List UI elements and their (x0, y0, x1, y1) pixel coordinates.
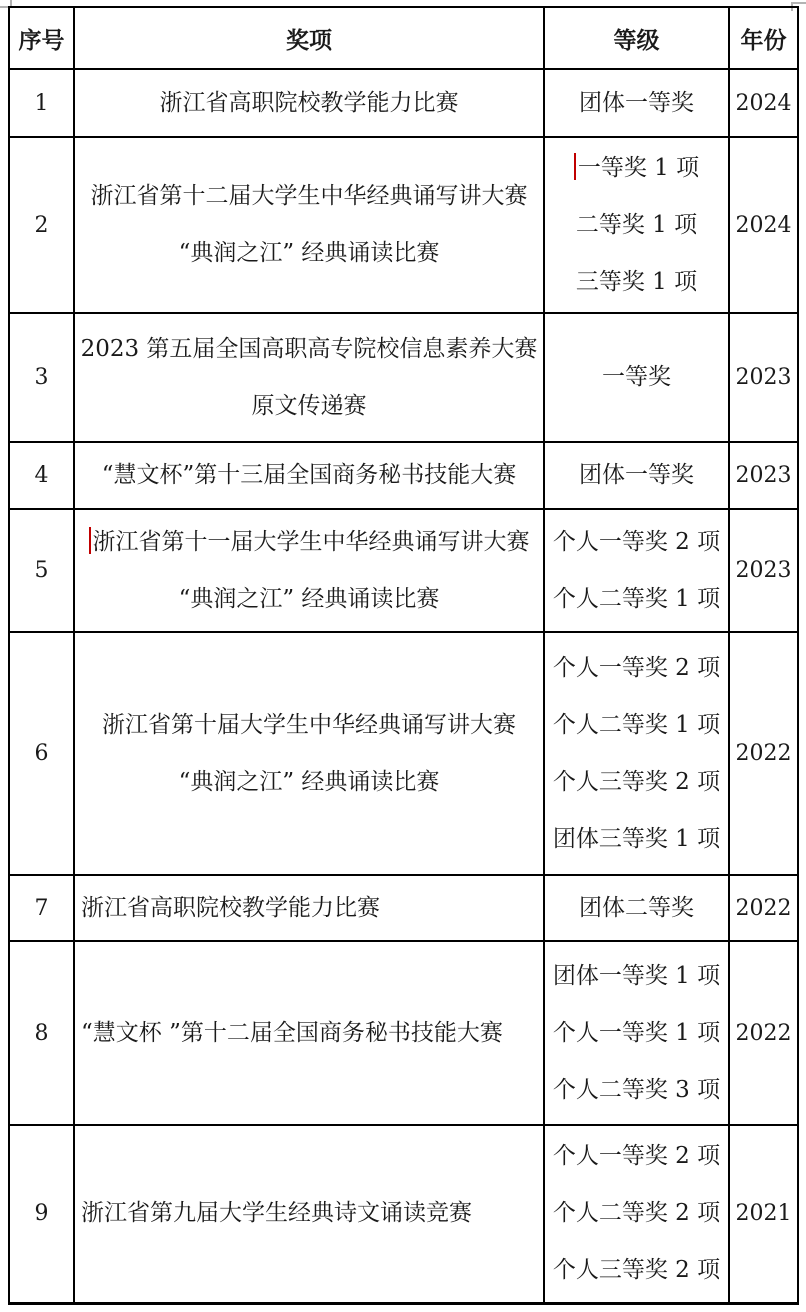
table-row (9, 137, 798, 313)
award-level-cell[interactable] (544, 509, 729, 632)
year-cell-line (730, 75, 797, 132)
year-cell-line (730, 349, 797, 406)
award-level-cell-line (545, 447, 728, 504)
row-index-cell-line (10, 197, 73, 254)
award-name-cell-line (75, 754, 543, 811)
revision-mark (574, 153, 576, 180)
award-name-cell-lines (75, 321, 543, 435)
award-level-cell[interactable] (544, 313, 729, 442)
award-name-cell[interactable] (74, 1125, 544, 1303)
year-cell[interactable] (729, 509, 798, 632)
award-level-cell[interactable] (544, 137, 729, 313)
award-name-cell-text: “典润之江” 经典诵读比赛 (178, 240, 440, 266)
year-cell-line (730, 542, 797, 599)
year-cell[interactable] (729, 1125, 798, 1303)
award-level-cell-line (545, 640, 728, 697)
award-level-cell[interactable] (544, 941, 729, 1125)
award-level-cell-line (545, 811, 728, 868)
award-name-cell[interactable] (74, 509, 544, 632)
year-cell-lines (730, 1185, 797, 1242)
year-cell-line (730, 725, 797, 782)
award-name-cell-text: 浙江省第十届大学生中华经典诵写讲大赛 (102, 711, 516, 738)
award-level-cell-line (545, 1185, 728, 1242)
row-index-cell-lines (10, 197, 73, 254)
row-index-cell[interactable] (9, 442, 74, 509)
award-name-cell-line (75, 225, 543, 282)
award-level-cell-line (545, 75, 728, 132)
award-name-cell-line (75, 1005, 543, 1062)
year-cell-lines (730, 75, 797, 132)
award-level-cell-lines (545, 880, 728, 937)
award-level-cell-line (545, 1005, 728, 1062)
award-level-cell-lines (545, 948, 728, 1119)
row-index-cell-text: 4 (34, 463, 49, 488)
award-level-cell-text: 团体三等奖 1 项 (552, 825, 721, 852)
awards-table (8, 6, 799, 1305)
award-level-cell-text: 个人一等奖 2 项 (552, 528, 721, 555)
row-index-cell[interactable] (9, 509, 74, 632)
award-name-cell-line (75, 75, 543, 132)
award-name-cell-text: 2023 第五届全国高职高专院校信息素养大赛 (80, 335, 538, 362)
row-index-cell[interactable] (9, 875, 74, 941)
award-name-cell-lines (75, 880, 543, 937)
award-level-cell-line (545, 1242, 728, 1299)
col-header-award[interactable]: 奖项 (74, 7, 544, 69)
row-index-cell-line (10, 725, 73, 782)
year-cell-text: 2024 (735, 90, 792, 116)
award-name-cell-line (75, 447, 543, 504)
award-level-cell[interactable] (544, 69, 729, 137)
row-index-cell[interactable] (9, 1125, 74, 1303)
year-cell[interactable] (729, 941, 798, 1125)
award-level-cell-lines (545, 349, 728, 406)
year-cell-text: 2021 (735, 1201, 792, 1227)
row-index-cell-text: 1 (34, 90, 49, 116)
year-cell-text: 2022 (735, 1020, 792, 1046)
award-name-cell-lines (75, 697, 543, 811)
award-name-cell-line (75, 321, 543, 378)
col-header-level[interactable]: 等级 (544, 7, 729, 69)
award-level-cell-text: 一等奖 1 项 (577, 154, 700, 181)
award-name-cell-text: “典润之江” 经典诵读比赛 (178, 585, 440, 612)
year-cell-lines (730, 725, 797, 782)
award-name-cell-text: 浙江省高职院校教学能力比赛 (81, 894, 380, 921)
row-index-cell-lines (10, 1185, 73, 1242)
table-row (9, 509, 798, 632)
award-name-cell-line (75, 168, 543, 225)
award-level-cell-text: 个人三等奖 2 项 (552, 1257, 721, 1284)
award-level-cell-line (545, 880, 728, 937)
award-name-cell[interactable] (74, 442, 544, 509)
year-cell-line (730, 197, 797, 254)
year-cell[interactable] (729, 69, 798, 137)
row-index-cell[interactable] (9, 941, 74, 1125)
award-level-cell-line (545, 254, 728, 311)
award-level-cell-line (545, 349, 728, 406)
year-cell-lines (730, 880, 797, 937)
award-level-cell[interactable] (544, 632, 729, 875)
table-row (9, 1125, 798, 1303)
award-name-cell-line (75, 880, 543, 937)
award-level-cell-text: 个人二等奖 3 项 (552, 1076, 721, 1103)
col-header-index[interactable]: 序号 (9, 7, 74, 69)
row-index-cell-text: 5 (34, 558, 49, 583)
row-index-cell-text: 7 (34, 895, 49, 921)
col-header-year[interactable]: 年份 (729, 7, 798, 69)
award-level-cell-line (545, 948, 728, 1005)
award-level-cell-lines (545, 140, 728, 311)
award-name-cell[interactable] (74, 69, 544, 137)
award-name-cell-lines (75, 75, 543, 132)
table-row (9, 875, 798, 941)
year-cell[interactable] (729, 137, 798, 313)
row-index-cell-line (10, 542, 73, 599)
award-level-cell-text: 个人一等奖 1 项 (552, 1019, 721, 1046)
row-index-cell-text: 6 (34, 741, 49, 766)
year-cell[interactable] (729, 442, 798, 509)
award-level-cell-lines (545, 1128, 728, 1299)
row-index-cell[interactable] (9, 69, 74, 137)
row-index-cell-line (10, 349, 73, 406)
award-name-cell-line (75, 378, 543, 435)
award-name-cell[interactable] (74, 875, 544, 941)
row-index-cell-lines (10, 725, 73, 782)
award-level-cell-line (545, 1128, 728, 1185)
row-index-cell-line (10, 75, 73, 132)
award-level-cell-text: 个人二等奖 1 项 (552, 711, 721, 738)
award-level-cell-line (545, 514, 728, 571)
award-level-cell-line (545, 140, 728, 197)
row-index-cell[interactable] (9, 632, 74, 875)
row-index-cell[interactable] (9, 313, 74, 442)
award-name-cell-lines (75, 447, 543, 504)
award-name-cell-lines (75, 514, 543, 628)
year-cell-line (730, 1005, 797, 1062)
award-name-cell[interactable] (74, 632, 544, 875)
award-level-cell-text: 二等奖 1 项 (575, 211, 698, 238)
award-name-cell-line (75, 697, 543, 754)
award-name-cell[interactable] (74, 137, 544, 313)
award-name-cell[interactable] (74, 941, 544, 1125)
year-cell-text: 2024 (735, 212, 792, 238)
award-name-cell-text: 原文传递赛 (251, 392, 367, 419)
year-cell-line (730, 1185, 797, 1242)
award-level-cell-lines (545, 447, 728, 504)
year-cell-lines (730, 1005, 797, 1062)
award-name-cell-text: “慧文杯”第十三届全国商务秘书技能大赛 (101, 462, 517, 488)
award-level-cell-text: 团体一等奖 (579, 89, 694, 116)
row-index-cell-lines (10, 542, 73, 599)
award-level-cell-text: 团体一等奖 (579, 462, 694, 488)
year-cell-lines (730, 447, 797, 504)
award-level-cell-text: 三等奖 1 项 (575, 268, 698, 295)
row-index-cell-text: 3 (34, 365, 49, 390)
year-cell-lines (730, 197, 797, 254)
award-level-cell-line (545, 197, 728, 254)
year-cell-text: 2023 (735, 558, 792, 583)
year-cell-text: 2023 (735, 463, 792, 488)
year-cell-line (730, 447, 797, 504)
award-name-cell-text: 浙江省第十二届大学生中华经典诵写讲大赛 (90, 183, 528, 209)
year-cell[interactable] (729, 313, 798, 442)
award-name-cell-text: 浙江省第九届大学生经典诗文诵读竞赛 (81, 1200, 472, 1227)
award-level-cell-text: 个人一等奖 2 项 (552, 654, 721, 681)
table-row (9, 941, 798, 1125)
row-index-cell-line (10, 880, 73, 937)
award-level-cell-text: 个人三等奖 2 项 (552, 768, 721, 795)
row-index-cell-lines (10, 447, 73, 504)
award-level-cell-line (545, 754, 728, 811)
award-level-cell-text: 个人二等奖 2 项 (552, 1200, 721, 1227)
row-index-cell-line (10, 1005, 73, 1062)
year-cell-text: 2022 (735, 895, 792, 921)
row-index-cell-lines (10, 1005, 73, 1062)
row-index-cell-lines (10, 880, 73, 937)
revision-mark (89, 527, 91, 554)
table-row (9, 442, 798, 509)
award-name-cell-text: 浙江省第十一届大学生中华经典诵写讲大赛 (92, 528, 530, 555)
table-row (9, 632, 798, 875)
award-level-cell[interactable] (544, 442, 729, 509)
award-level-cell-lines (545, 75, 728, 132)
award-level-cell-line (545, 697, 728, 754)
row-index-cell-lines (10, 75, 73, 132)
row-index-cell-lines (10, 349, 73, 406)
award-level-cell-text: 团体二等奖 (579, 894, 694, 921)
row-index-cell[interactable] (9, 137, 74, 313)
award-name-cell-lines (75, 1005, 543, 1062)
award-level-cell-line (545, 571, 728, 628)
year-cell[interactable] (729, 875, 798, 941)
row-index-cell-text: 8 (34, 1020, 49, 1046)
year-cell-lines (730, 542, 797, 599)
year-cell-lines (730, 349, 797, 406)
year-cell[interactable] (729, 632, 798, 875)
row-index-cell-line (10, 447, 73, 504)
year-cell-text: 2023 (735, 365, 792, 390)
award-name-cell-text: 浙江省高职院校教学能力比赛 (159, 89, 459, 116)
award-level-cell-line (545, 1062, 728, 1119)
row-index-cell-line (10, 1185, 73, 1242)
award-name-cell-line (75, 514, 543, 571)
award-level-cell-text: 个人二等奖 1 项 (552, 585, 721, 612)
year-cell-text: 2022 (735, 741, 792, 766)
award-name-cell-lines (75, 168, 543, 282)
award-name-cell[interactable] (74, 313, 544, 442)
table-row (9, 313, 798, 442)
row-index-cell-text: 9 (34, 1201, 49, 1227)
year-cell-line (730, 880, 797, 937)
award-name-cell-line (75, 571, 543, 628)
award-name-cell-text: “慧文杯 ”第十二届全国商务秘书技能大赛 (81, 1019, 503, 1046)
award-level-cell-text: 个人一等奖 2 项 (552, 1143, 721, 1170)
award-level-cell-lines (545, 514, 728, 628)
row-index-cell-text: 2 (34, 212, 49, 238)
award-level-cell-lines (545, 640, 728, 868)
table-row (9, 69, 798, 137)
award-name-cell-lines (75, 1185, 543, 1242)
header-row (9, 7, 798, 69)
award-level-cell[interactable] (544, 1125, 729, 1303)
award-name-cell-text: “典润之江” 经典诵读比赛 (178, 768, 440, 795)
award-name-cell-line (75, 1185, 543, 1242)
award-level-cell-text: 一等奖 (602, 364, 671, 390)
award-level-cell[interactable] (544, 875, 729, 941)
award-level-cell-text: 团体一等奖 1 项 (552, 962, 721, 989)
table-body (9, 69, 798, 1303)
